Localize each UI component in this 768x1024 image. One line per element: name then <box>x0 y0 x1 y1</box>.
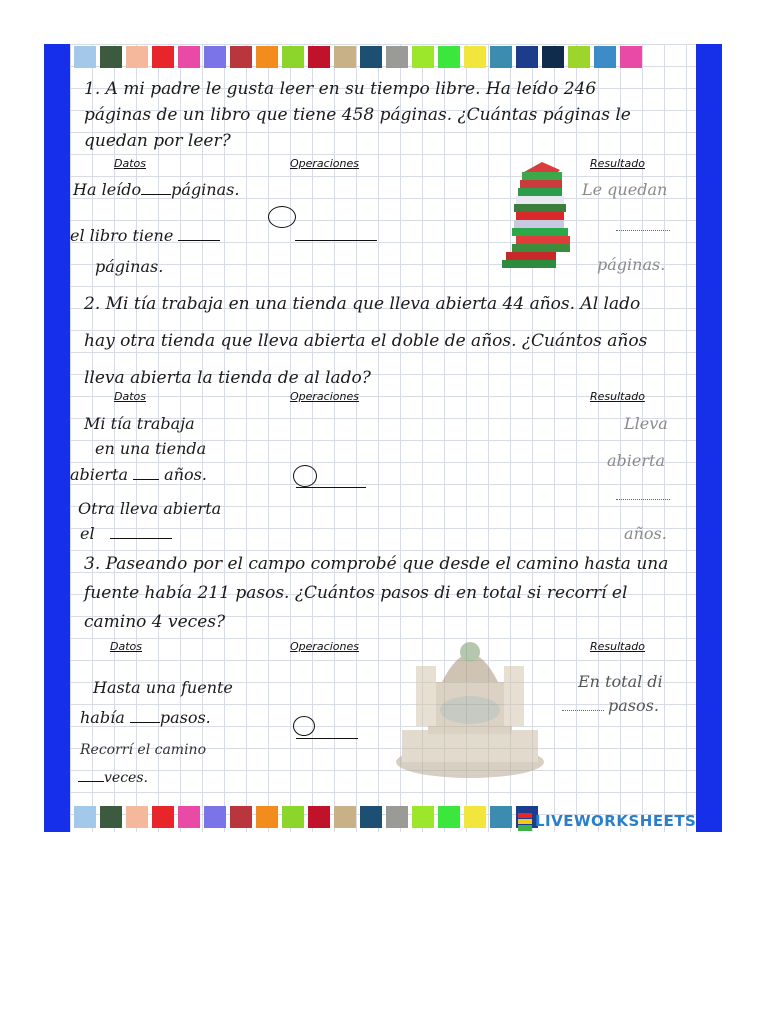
color-square <box>126 46 148 68</box>
color-square <box>438 806 460 828</box>
color-square <box>334 806 356 828</box>
p2-resultado-3: años. <box>624 524 667 543</box>
header-operaciones-2: Operaciones <box>290 390 359 403</box>
p2-operation-line[interactable] <box>296 487 366 488</box>
book-stack-image <box>498 160 578 274</box>
color-square <box>100 46 122 68</box>
p1-operation-line[interactable] <box>295 240 377 241</box>
p1-blank-2[interactable] <box>178 240 220 241</box>
header-resultado-2: Resultado <box>590 390 645 403</box>
p3-resultado-2: pasos. <box>608 696 659 715</box>
color-square <box>412 46 434 68</box>
p2-dato-3: abierta años. <box>70 465 207 484</box>
p2-dato-2: en una tienda <box>95 439 207 458</box>
p3-operation-line[interactable] <box>296 738 358 739</box>
p1-dato-3: páginas. <box>95 257 164 276</box>
p1-blank-1[interactable] <box>141 194 171 195</box>
header-resultado-3: Resultado <box>590 640 645 653</box>
p2-dato-5: el <box>80 524 172 543</box>
p3-dato-3: Recorrí el camino <box>80 742 207 758</box>
header-datos-1: Datos <box>114 157 146 170</box>
color-square <box>100 806 122 828</box>
color-square <box>620 46 642 68</box>
p3-answer-line[interactable] <box>562 710 604 711</box>
p3-dato-1: Hasta una fuente <box>93 678 233 697</box>
problem-2-text: 2. Mi tía trabaja en una tienda que lleva abierta 44 años. Al lado hay otra tienda que lleva abierta el doble de años. ¿Cuántos años lleva abierta la tienda de al lado? <box>84 294 648 388</box>
p2-operation-sign-circle[interactable] <box>293 465 317 487</box>
p3-blank-1[interactable] <box>130 722 160 723</box>
p2-blank-2[interactable] <box>110 538 172 539</box>
header-operaciones-1: Operaciones <box>290 157 359 170</box>
p2-resultado-2: abierta <box>607 451 665 470</box>
color-square <box>74 806 96 828</box>
color-square <box>542 46 564 68</box>
color-square <box>308 46 330 68</box>
top-color-strip <box>74 46 646 68</box>
color-square <box>490 46 512 68</box>
color-square <box>230 806 252 828</box>
right-blue-border <box>696 44 722 832</box>
p2-dato-1: Mi tía trabaja <box>84 414 195 433</box>
color-square <box>360 46 382 68</box>
p3-operation-sign-circle[interactable] <box>293 716 315 736</box>
color-square <box>490 806 512 828</box>
fountain-image <box>392 622 548 782</box>
header-datos-2: Datos <box>114 390 146 403</box>
header-datos-3: Datos <box>110 640 142 653</box>
problem-1-text: 1. A mi padre le gusta leer en su tiempo libre. Ha leído 246 páginas de un libro que tiene 458 páginas. ¿Cuántas páginas le quedan por leer? <box>84 79 631 151</box>
p1-answer-line[interactable] <box>616 230 670 231</box>
color-square <box>568 46 590 68</box>
color-square <box>386 806 408 828</box>
p3-resultado-1: En total di <box>578 672 663 691</box>
color-square <box>256 806 278 828</box>
p2-resultado-1: Lleva <box>624 414 668 433</box>
color-square <box>152 46 174 68</box>
color-square <box>126 806 148 828</box>
p1-resultado-2: páginas. <box>597 255 666 274</box>
p3-blank-2[interactable] <box>78 781 104 782</box>
color-square <box>594 46 616 68</box>
color-square <box>412 806 434 828</box>
color-square <box>438 46 460 68</box>
p2-answer-line[interactable] <box>616 499 670 500</box>
color-square <box>230 46 252 68</box>
color-square <box>464 806 486 828</box>
color-square <box>282 806 304 828</box>
p3-dato-4: veces. <box>78 770 148 786</box>
p1-dato-1: Ha leído páginas. <box>73 180 240 199</box>
header-resultado-1: Resultado <box>590 157 645 170</box>
color-square <box>204 46 226 68</box>
p1-operation-sign-circle[interactable] <box>268 206 296 228</box>
color-square <box>386 46 408 68</box>
color-square <box>308 806 330 828</box>
color-square <box>256 46 278 68</box>
header-operaciones-3: Operaciones <box>290 640 359 653</box>
color-square <box>464 46 486 68</box>
color-square <box>334 46 356 68</box>
bottom-color-strip <box>74 806 542 828</box>
color-square <box>516 46 538 68</box>
color-square <box>178 806 200 828</box>
color-square <box>282 46 304 68</box>
p1-resultado-1: Le quedan <box>582 180 668 199</box>
color-square <box>152 806 174 828</box>
p2-dato-4: Otra lleva abierta <box>78 499 222 518</box>
left-blue-border <box>44 44 70 832</box>
color-square <box>178 46 200 68</box>
p3-dato-2: había pasos. <box>80 708 211 727</box>
problem-3-text: 3. Paseando por el campo comprobé que desde el camino hasta una fuente había 211 pasos. ¿Cuántos pasos di en total si recorrí el camino 4 veces? <box>84 554 669 632</box>
liveworksheets-logo-icon <box>518 813 532 831</box>
color-square <box>204 806 226 828</box>
color-square <box>360 806 382 828</box>
p2-blank-1[interactable] <box>133 479 159 480</box>
color-square <box>74 46 96 68</box>
liveworksheets-logo: LIVEWORKSHEETS <box>518 812 696 831</box>
p1-dato-2: el libro tiene <box>70 226 220 245</box>
